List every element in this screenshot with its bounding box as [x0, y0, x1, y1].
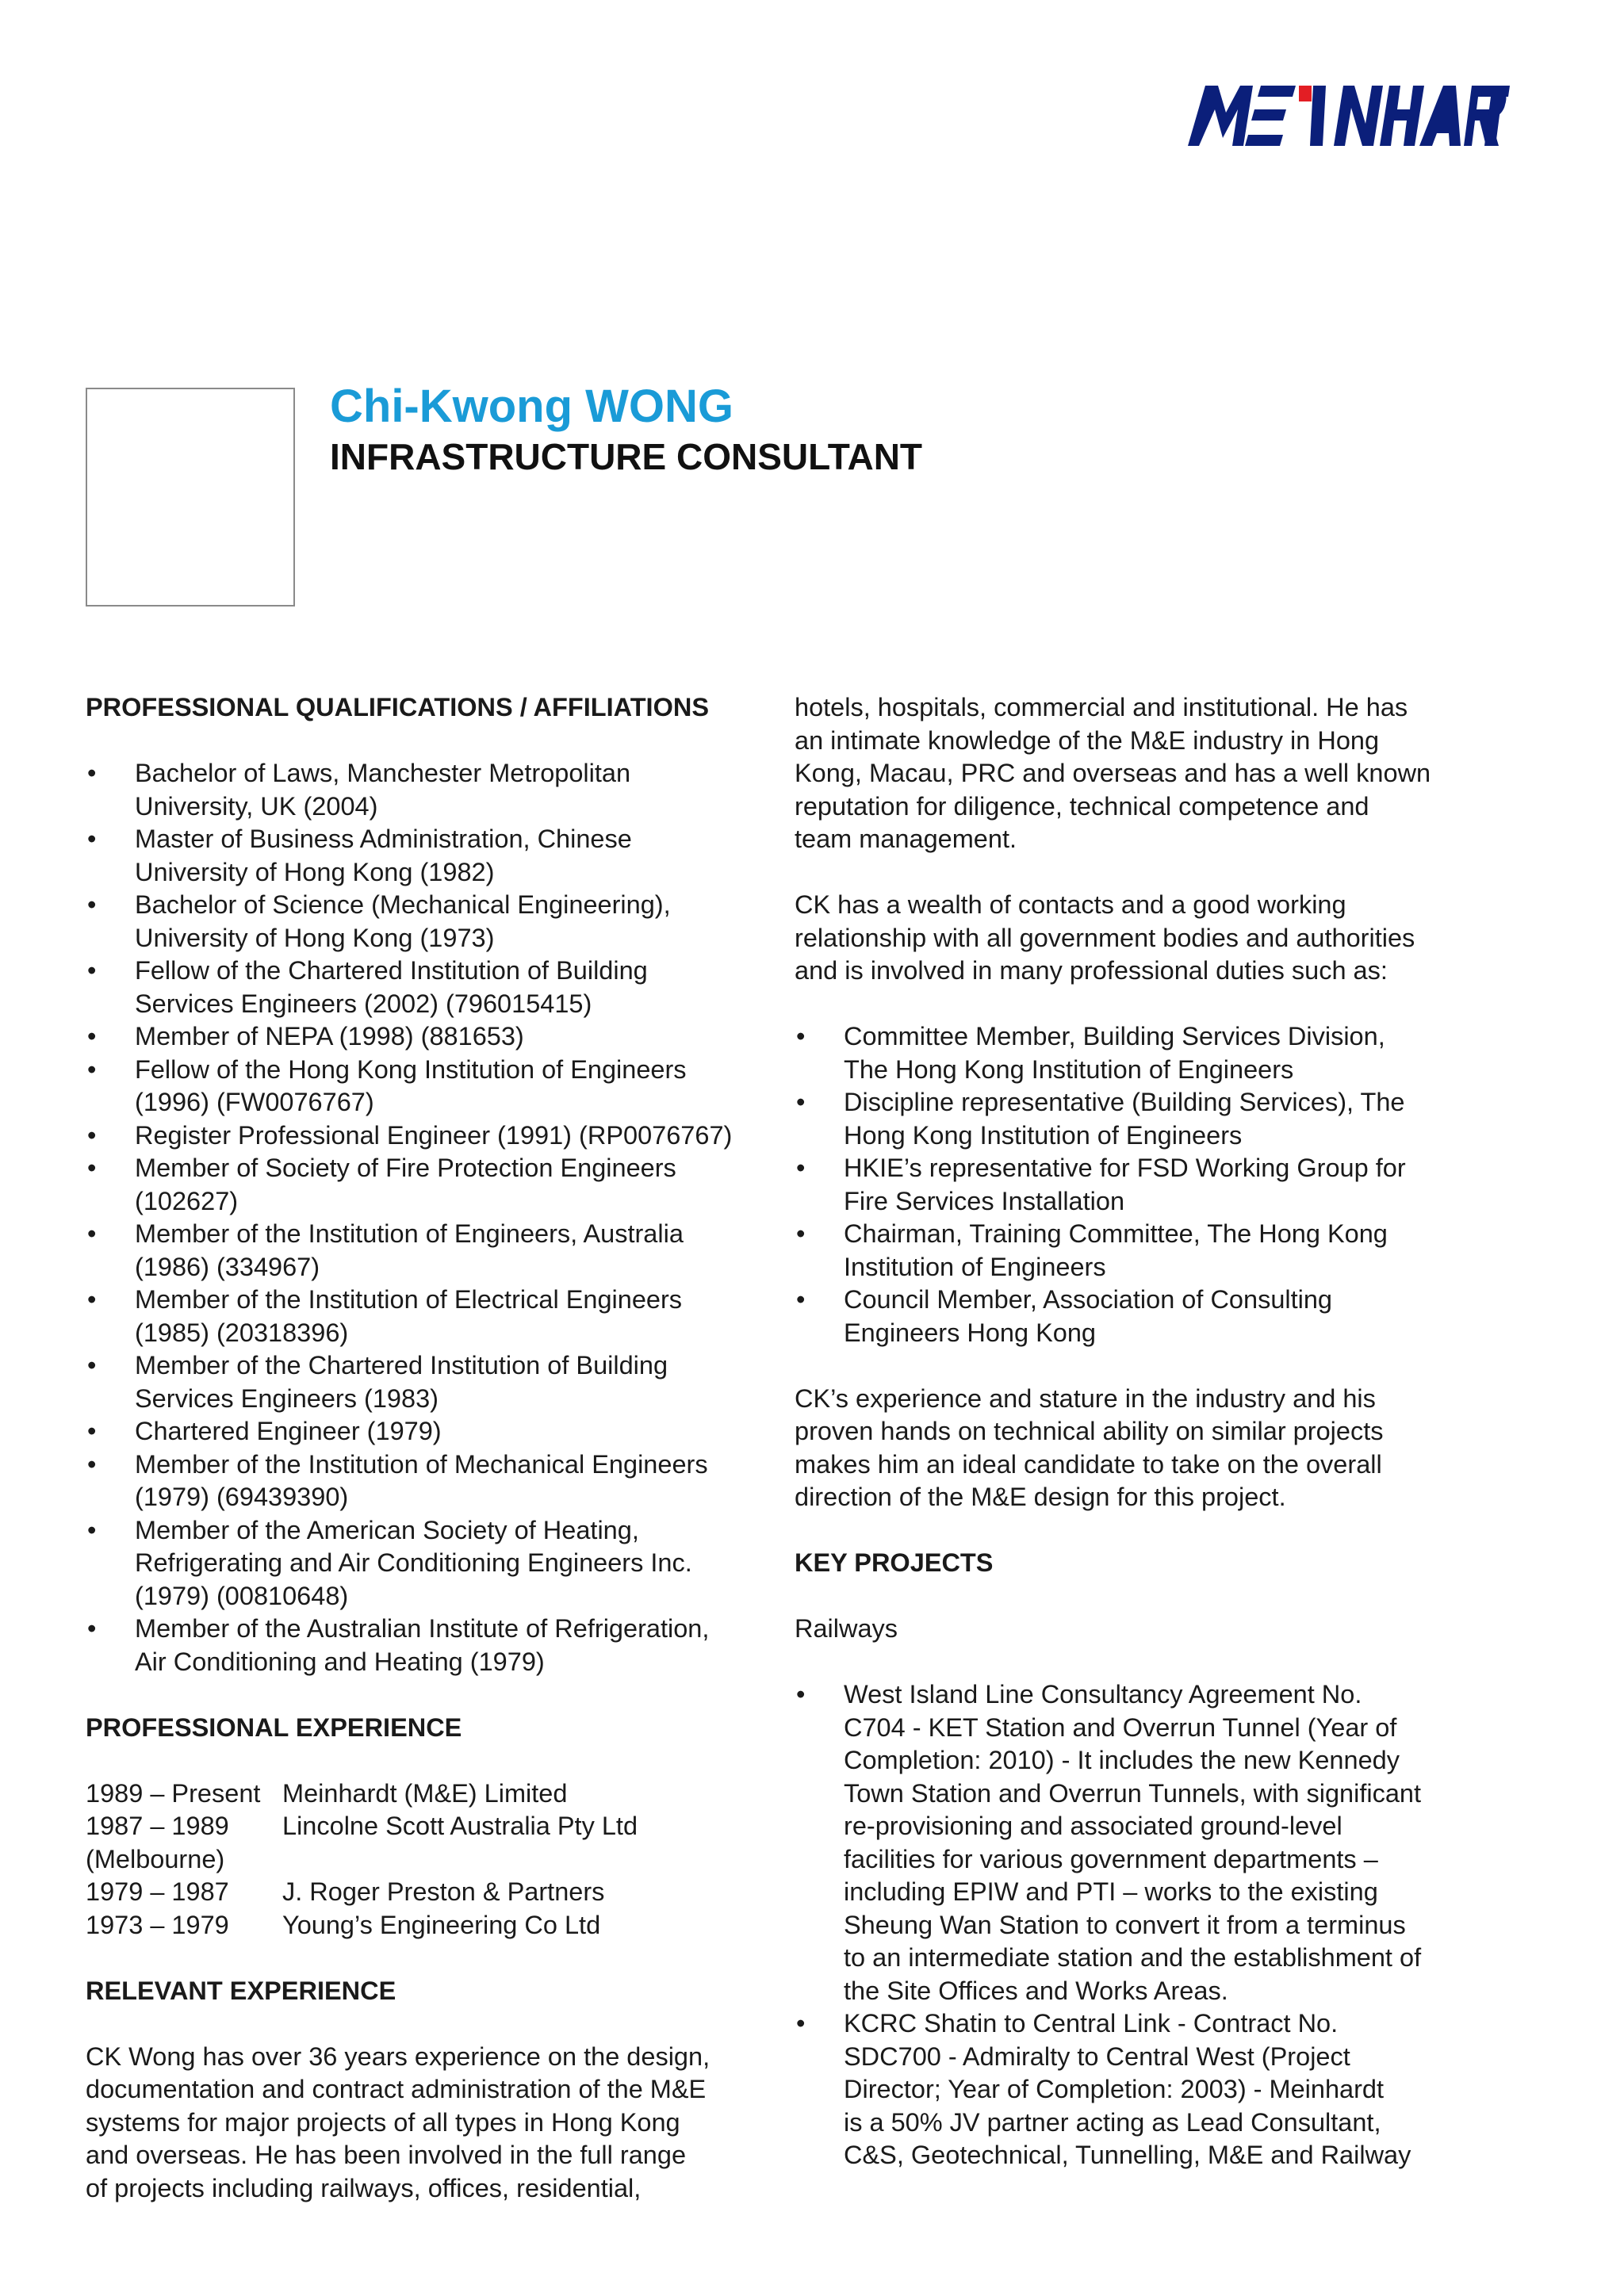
text-line: • Member of Society of Fire Protection Engineers [135, 1154, 676, 1182]
text-line: is a 50% JV partner acting as Lead Consultant, [844, 2107, 1381, 2137]
meinhardt-logo [1188, 86, 1510, 146]
list-item [795, 1218, 1500, 1284]
list-item [86, 1415, 783, 1448]
text-line: • Chartered Engineer (1979) [135, 1417, 442, 1445]
experience-heading: PROFESSIONAL EXPERIENCE [86, 1712, 462, 1742]
text-line: • Member of the Australian Institute of Refrigeration, [135, 1614, 710, 1643]
text-line: team management. [795, 825, 1017, 853]
list-item [795, 2007, 1500, 2172]
experience-years: 1979 – 1987 [86, 1877, 229, 1906]
text-line: • KCRC Shatin to Central Link - Contract No. [844, 2009, 1339, 2038]
table-row [86, 1810, 783, 1843]
text-line: • Member of the Chartered Institution of Building [135, 1351, 668, 1380]
list-item [795, 1086, 1500, 1152]
relevant-paragraph-continued [795, 691, 1500, 856]
text-line: and overseas. He has been involved in the full range [86, 2141, 687, 2169]
list-item [86, 1349, 783, 1415]
text-line: University of Hong Kong (1973) [135, 923, 495, 952]
text-line: CK’s experience and stature in the industry and his [795, 1383, 1376, 1413]
text-line: • Member of NEPA (1998) (881653) [135, 1022, 524, 1050]
person-name: Chi-Kwong WONG [330, 381, 734, 432]
person-title: INFRASTRUCTURE CONSULTANT [330, 436, 923, 477]
text-line: of projects including railways, offices, residential, [86, 2173, 642, 2202]
text-line: • Committee Member, Building Services Division, [844, 1022, 1385, 1050]
text-line: • Chairman, Training Committee, The Hong Kong [844, 1219, 1388, 1248]
experience-company [282, 1843, 783, 1877]
list-item [86, 1020, 783, 1054]
text-line: (102627) [135, 1186, 239, 1215]
list-item [86, 1448, 783, 1514]
list-item [86, 955, 783, 1020]
text-line: Sheung Wan Station to convert it from a terminus [844, 1910, 1406, 1939]
experience-company: Young’s Engineering Co Ltd [282, 1910, 601, 1939]
table-row [86, 1876, 783, 1909]
text-line: • Member of the American Society of Heating, [135, 1515, 639, 1544]
left-column [86, 691, 783, 2205]
text-line: and is involved in many professional duties such as: [795, 956, 1388, 985]
list-item [86, 1152, 783, 1218]
experience-years: 1987 – 1989 [86, 1812, 229, 1840]
text-line: University of Hong Kong (1982) [135, 857, 495, 886]
text-line: • Discipline representative (Building Services), The [844, 1088, 1405, 1116]
text-line: an intimate knowledge of the M&E industry in Hong [795, 725, 1380, 755]
text-line: • Register Professional Engineer (1991) (RP0076767) [135, 1120, 733, 1150]
experience-years: 1973 – 1979 [86, 1910, 229, 1939]
list-item [86, 1054, 783, 1119]
list-item [86, 1284, 783, 1349]
text-line: • Member of the Institution of Electrical Engineers [135, 1285, 683, 1314]
list-item [795, 1678, 1500, 2007]
list-item [795, 1020, 1500, 1086]
text-line: Services Engineers (1983) [135, 1383, 439, 1413]
text-line: hotels, hospitals, commercial and institutional. He has [795, 693, 1408, 721]
text-line: (1985) (20318396) [135, 1318, 349, 1347]
text-line: CK Wong has over 36 years experience on the design, [86, 2042, 710, 2071]
table-row [86, 1777, 783, 1811]
text-line: • HKIE’s representative for FSD Working Group for [844, 1154, 1406, 1182]
key-projects-heading: KEY PROJECTS [795, 1548, 994, 1577]
text-line: C&S, Geotechnical, Tunnelling, M&E and Railway [844, 2141, 1411, 2169]
text-line: • West Island Line Consultancy Agreement No. [844, 1680, 1362, 1709]
text-line: re-provisioning and associated ground-level [844, 1812, 1342, 1840]
table-row [86, 1909, 783, 1942]
text-line: facilities for various government departments – [844, 1844, 1378, 1873]
text-line: relationship with all government bodies and authorities [795, 923, 1415, 952]
duties-list [795, 1020, 1500, 1349]
text-line: Institution of Engineers [844, 1252, 1106, 1281]
text-line: Kong, Macau, PRC and overseas and has a well known [795, 759, 1431, 787]
right-column [795, 691, 1500, 2172]
text-line: • Bachelor of Laws, Manchester Metropolitan [135, 759, 631, 787]
text-line: including EPIW and PTI – works to the existing [844, 1877, 1378, 1906]
relevant-paragraph [86, 2041, 783, 2206]
qualifications-heading: PROFESSIONAL QUALIFICATIONS / AFFILIATIONS [86, 693, 710, 721]
text-line: (1986) (334967) [135, 1252, 320, 1281]
text-line: the Site Offices and Works Areas. [844, 1976, 1228, 2005]
experience-company: J. Roger Preston & Partners [282, 1877, 605, 1906]
list-item [795, 1152, 1500, 1218]
relevant-heading: RELEVANT EXPERIENCE [86, 1976, 396, 2005]
text-line: • Master of Business Administration, Chinese [135, 825, 632, 853]
text-line: • Fellow of the Hong Kong Institution of Engineers [135, 1054, 687, 1084]
text-line: Services Engineers (2002) (796015415) [135, 989, 592, 1018]
list-item [86, 823, 783, 889]
text-line: Engineers Hong Kong [844, 1318, 1097, 1347]
text-line: (1979) (00810648) [135, 1581, 349, 1610]
list-item [86, 1514, 783, 1613]
text-line: Fire Services Installation [844, 1186, 1125, 1215]
text-line: Completion: 2010) - It includes the new Kennedy [844, 1746, 1400, 1774]
text-line: direction of the M&E design for this project. [795, 1483, 1286, 1511]
list-item [86, 1218, 783, 1284]
experience-company: Meinhardt (M&E) Limited [282, 1778, 568, 1808]
text-line: to an intermediate station and the establishment of [844, 1943, 1422, 1972]
qualifications-list [86, 757, 783, 1678]
text-line: Air Conditioning and Heating (1979) [135, 1647, 545, 1676]
text-line: • Member of the Institution of Engineers, Australia [135, 1219, 684, 1248]
text-line: proven hands on technical ability on similar projects [795, 1417, 1384, 1445]
experience-company: Lincolne Scott Australia Pty Ltd [282, 1812, 638, 1840]
text-line: University, UK (2004) [135, 791, 378, 821]
text-line: Hong Kong Institution of Engineers [844, 1120, 1243, 1150]
text-line: • Bachelor of Science (Mechanical Engineering), [135, 890, 671, 919]
text-line: reputation for diligence, technical competence and [795, 791, 1369, 821]
list-item [86, 757, 783, 823]
experience-years: 1989 – Present [86, 1778, 261, 1808]
stature-paragraph [795, 1383, 1500, 1514]
text-line: (1996) (FW0076767) [135, 1088, 374, 1116]
list-item [86, 1119, 783, 1153]
contacts-paragraph [795, 889, 1500, 988]
list-item [86, 889, 783, 955]
experience-years: (Melbourne) [86, 1844, 225, 1873]
text-line: documentation and contract administration of the M&E [86, 2075, 707, 2103]
text-line: The Hong Kong Institution of Engineers [844, 1054, 1294, 1084]
text-line: • Council Member, Association of Consulting [844, 1285, 1333, 1314]
text-line: (1979) (69439390) [135, 1483, 349, 1511]
project-category: Railways [795, 1614, 898, 1643]
list-item [86, 1613, 783, 1678]
table-row [86, 1843, 783, 1877]
text-line: SDC700 - Admiralty to Central West (Project [844, 2042, 1350, 2071]
text-line: • Member of the Institution of Mechanical Engineers [135, 1449, 708, 1479]
text-line: Refrigerating and Air Conditioning Engineers Inc. [135, 1548, 692, 1577]
text-line: • Fellow of the Chartered Institution of Building [135, 956, 648, 985]
text-line: makes him an ideal candidate to take on the overall [795, 1449, 1382, 1479]
text-line: systems for major projects of all types in Hong Kong [86, 2107, 680, 2137]
experience-table [86, 1777, 783, 1942]
projects-list [795, 1678, 1500, 2172]
text-line: C704 - KET Station and Overrun Tunnel (Year of [844, 1712, 1397, 1742]
text-line: Town Station and Overrun Tunnels, with significant [844, 1778, 1422, 1808]
list-item [795, 1284, 1500, 1349]
photo-placeholder [86, 388, 295, 607]
text-line: Director; Year of Completion: 2003) - Meinhardt [844, 2075, 1385, 2103]
text-line: CK has a wealth of contacts and a good working [795, 890, 1346, 919]
